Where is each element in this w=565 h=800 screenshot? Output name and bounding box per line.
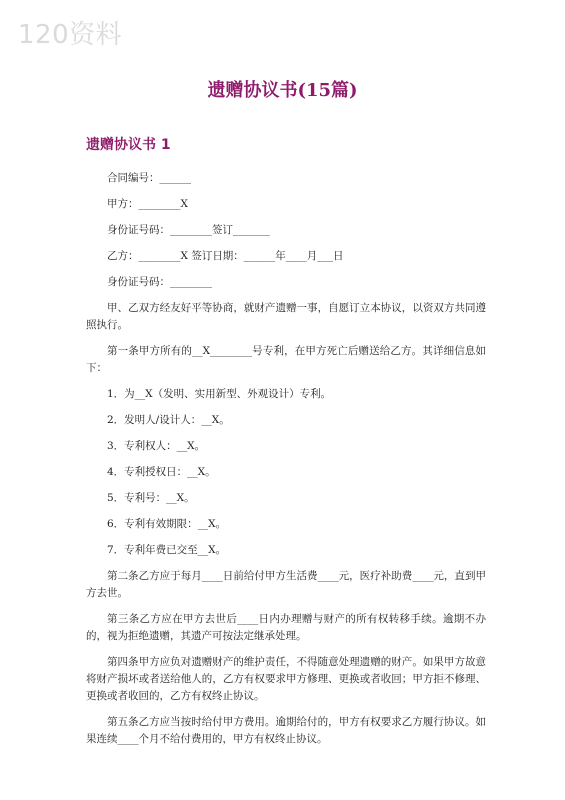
- article-4: 第四条甲方应负对遗赠财产的维护责任，不得随意处理遗赠的财产。如果甲方故意将财产损坏或者送给他人的，乙方有权要求甲方修理、更换或者收回；甲方拒不修理、更换或者收回的，乙方有权终止协议。: [86, 656, 486, 702]
- patent-item: 4．专利授权日：__X。: [107, 466, 216, 478]
- patent-item: 6．专利有效期限：__X。: [107, 518, 227, 530]
- patent-item: 3．专利权人：__X。: [107, 440, 206, 452]
- patent-item: 5．专利号：__X。: [107, 492, 195, 504]
- document-body: [86, 170, 486, 752]
- article-2: 第二条乙方应于每月____日前给付甲方生活费____元，医疗补助费____元，直到甲方去世。: [86, 570, 486, 599]
- document-title: 遗赠协议书(15篇): [207, 80, 358, 101]
- party-b-id-field: 身份证号码：________: [107, 276, 212, 288]
- article-5: 第五条乙方应当按时给付甲方费用。逾期给付的，甲方有权要求乙方履行协议。如果连续____个月不给付费用的，甲方有权终止协议。: [86, 716, 486, 745]
- section-title: 遗赠协议书 1: [86, 137, 171, 153]
- article-1: 第一条甲方所有的__X________号专利，在甲方死亡后赠送给乙方。其详细信息如下：: [86, 345, 486, 374]
- party-a-id-field: 身份证号码：________签订_______: [107, 224, 270, 236]
- intro-paragraph: 甲、乙双方经友好平等协商，就财产遗赠一事，自愿订立本协议，以资双方共同遵照执行。: [86, 302, 486, 331]
- patent-item: 2．发明人/设计人：__X。: [107, 414, 230, 426]
- article-3: 第三条乙方应在甲方去世后____日内办理赠与财产的所有权转移手续。逾期不办的，视为拒绝遗赠，其遗产可按法定继承处理。: [86, 613, 486, 642]
- patent-item: 1．为__X（发明、实用新型、外观设计）专利。: [107, 388, 332, 400]
- party-a-field: 甲方：________X: [107, 198, 188, 210]
- contract-number-field: 合同编号：______: [107, 172, 191, 184]
- party-b-field: 乙方：________X 签订日期：______年____月___日: [107, 250, 344, 262]
- patent-item: 7．专利年费已交至__X。: [107, 544, 227, 556]
- watermark: 120资料: [18, 20, 123, 50]
